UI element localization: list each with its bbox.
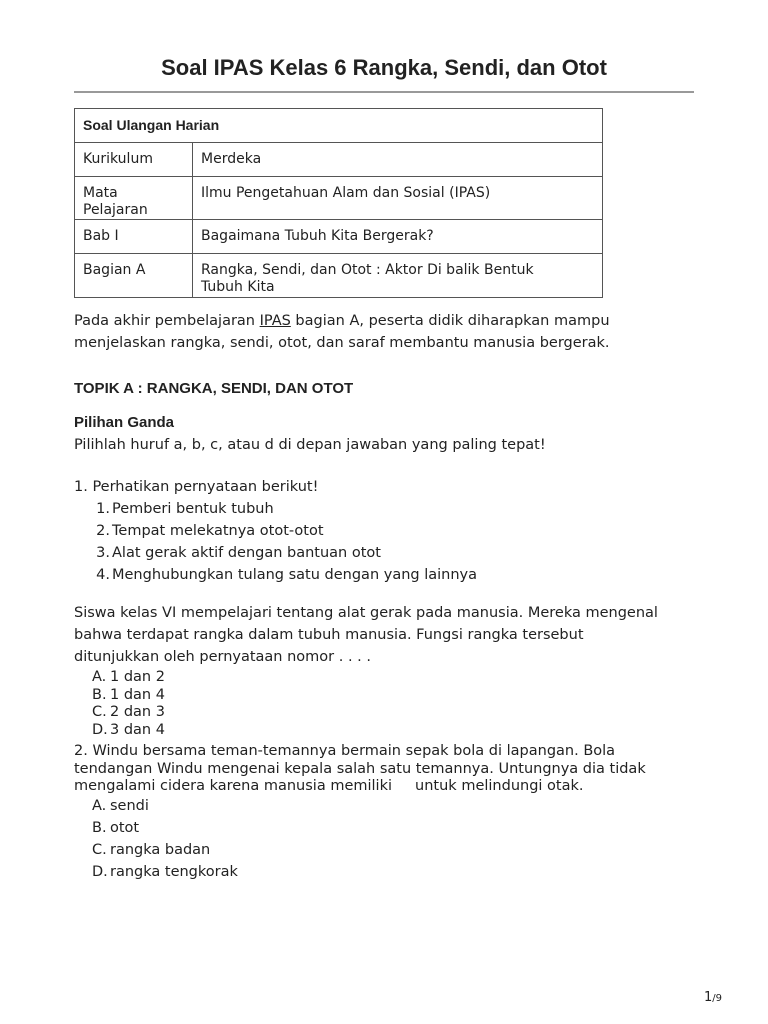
option-b[interactable]	[92, 687, 165, 705]
option-a[interactable]	[92, 795, 238, 817]
table-key: Bab I	[75, 220, 193, 254]
option-letter: A.	[92, 669, 107, 685]
option-text: sendi	[110, 798, 149, 814]
item-text: Alat gerak aktif dengan bantuan otot	[112, 545, 381, 561]
table-key: Kurikulum	[75, 143, 193, 177]
option-text: rangka badan	[110, 842, 211, 858]
question-2-stem	[74, 743, 646, 796]
intro-text: Pada akhir pembelajaran	[74, 313, 260, 329]
option-letter: C.	[92, 842, 107, 858]
page-number	[704, 990, 722, 1005]
list-item	[92, 498, 477, 520]
item-number: 2.	[96, 523, 110, 539]
intro-text: bagian A, peserta didik diharapkan mampu	[290, 313, 610, 329]
option-text: otot	[110, 820, 140, 836]
option-text: 1 dan 4	[110, 686, 165, 703]
option-letter: B.	[92, 686, 107, 703]
table-value: Bagaimana Tubuh Kita Bergerak?	[193, 220, 603, 254]
option-letter: A.	[92, 798, 107, 814]
page-current: 1	[704, 990, 713, 1005]
option-c[interactable]	[92, 839, 238, 861]
statement-list	[92, 498, 477, 586]
table-value: Merdeka	[193, 143, 603, 177]
option-d[interactable]	[92, 861, 238, 883]
option-text: 3 dan 4	[110, 721, 165, 738]
stem-line: mengalami cidera karena manusia memiliki untuk melindungi otak.	[74, 778, 584, 794]
stem-line: 2. Windu bersama teman-temannya bermain sepak bola di lapangan. Bola	[74, 743, 616, 759]
option-a[interactable]	[92, 669, 165, 687]
table-row	[75, 143, 603, 177]
option-text: 1 dan 2	[110, 669, 165, 685]
stem-line: Siswa kelas VI mempelajari tentang alat gerak pada manusia. Mereka mengenal	[74, 605, 658, 621]
table-value-line: Tubuh Kita	[201, 279, 275, 295]
table-key: Bagian A	[75, 254, 193, 298]
ipas-link[interactable]: IPAS	[259, 313, 291, 329]
topic-heading: TOPIK A : RANGKA, SENDI, DAN OTOT	[74, 380, 354, 397]
option-letter: B.	[92, 820, 107, 836]
question-2-options	[92, 795, 238, 883]
page-title: Soal IPAS Kelas 6 Rangka, Sendi, dan Otot	[161, 55, 607, 80]
option-text: rangka tengkorak	[110, 864, 238, 880]
option-letter: D.	[92, 721, 108, 738]
question-1-prompt: 1. Perhatikan pernyataan berikut!	[74, 479, 319, 495]
table-value	[193, 254, 603, 298]
option-b[interactable]	[92, 817, 238, 839]
list-item	[92, 520, 477, 542]
item-number: 4.	[96, 567, 110, 583]
stem-line: ditunjukkan oleh pernyataan nomor . . . .	[74, 649, 371, 665]
table-row	[75, 220, 603, 254]
option-letter: D.	[92, 864, 108, 880]
item-number: 3.	[96, 545, 110, 561]
item-text: Pemberi bentuk tubuh	[112, 501, 274, 517]
option-d[interactable]	[92, 722, 165, 740]
stem-line: bahwa terdapat rangka dalam tubuh manusia. Fungsi rangka tersebut	[74, 627, 584, 643]
item-number: 1.	[96, 501, 110, 517]
item-text: Menghubungkan tulang satu dengan yang lainnya	[112, 567, 477, 583]
intro-paragraph	[74, 310, 610, 354]
table-value-line: Rangka, Sendi, dan Otot : Aktor Di balik Bentuk	[201, 262, 534, 278]
table-key	[75, 177, 193, 220]
item-text: Tempat melekatnya otot-otot	[112, 523, 324, 539]
info-table	[74, 108, 603, 298]
section-instruction: Pilihlah huruf a, b, c, atau d di depan jawaban yang paling tepat!	[74, 437, 546, 453]
list-item	[92, 564, 477, 586]
info-table-header: Soal Ulangan Harian	[75, 109, 603, 143]
page-total: /9	[712, 993, 723, 1004]
table-row	[75, 177, 603, 220]
stem-line: tendangan Windu mengenai kepala salah satu temannya. Untungnya dia tidak	[74, 760, 646, 777]
intro-text: menjelaskan rangka, sendi, otot, dan saraf membantu manusia bergerak.	[74, 335, 610, 351]
table-key-line: Mata	[83, 185, 118, 201]
table-row	[75, 254, 603, 298]
table-value: Ilmu Pengetahuan Alam dan Sosial (IPAS)	[193, 177, 603, 220]
option-c[interactable]	[92, 704, 165, 722]
section-heading: Pilihan Ganda	[74, 414, 175, 431]
question-1-stem	[74, 602, 658, 668]
table-key-line: Pelajaran	[83, 202, 148, 218]
option-text: 2 dan 3	[110, 704, 165, 720]
option-letter: C.	[92, 704, 107, 720]
list-item	[92, 542, 477, 564]
question-1-options	[92, 669, 165, 739]
title-divider	[74, 91, 694, 93]
